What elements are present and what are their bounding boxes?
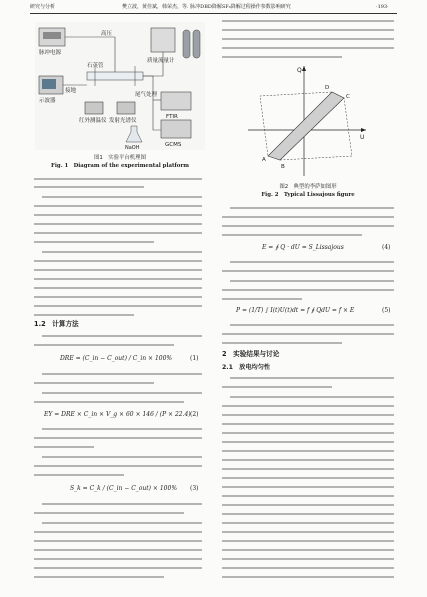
text-line [42,196,202,198]
text-line [230,396,394,398]
axis-q-label: Q [297,67,302,74]
text-line [34,401,184,403]
point-a-label: A [262,157,266,163]
text-line [222,405,394,407]
text-line [230,324,394,326]
lissajous-figure [240,62,370,180]
text-line [222,558,394,560]
text-line [222,342,342,344]
text-line [34,205,202,207]
text-line [222,386,332,388]
text-line [222,549,394,551]
text-line [222,423,394,425]
text-line [222,441,394,443]
figure-1-caption-en: Fig. 1 Diagram of the experimental platform [51,163,189,169]
equation-2-number: (2) [190,411,199,418]
equation-4-number: (4) [382,244,391,251]
text-line [34,474,124,476]
equation-3-number: (3) [190,485,199,492]
text-line [222,216,394,218]
label-ir-detector: 红外测温仪 [79,118,107,124]
text-line [34,178,202,180]
text-line [222,495,394,497]
text-line [222,225,394,227]
equation-4: E = ∮ Q · dU = S_Lissajous [262,244,344,251]
text-line [34,344,174,346]
text-line [34,549,202,551]
text-line [34,278,202,280]
text-line [34,305,202,307]
figure-1-caption-cn: 图1 实验平台机理图 [94,155,146,161]
text-line [34,540,202,542]
label-mfc: 质量流量计 [147,58,175,64]
text-line [34,531,202,533]
text-line [42,522,202,524]
text-line [34,465,202,467]
text-line [34,437,202,439]
text-line [42,251,202,253]
text-line [222,333,394,335]
text-line [222,576,394,578]
text-line [222,29,394,31]
text-line [222,20,394,22]
running-header-authors: 樊立波，黄佳斌，韩荣杰，等. 脉冲DBD降解SF₆降解过程操作参数影响研究 [122,4,291,10]
text-line [42,456,202,458]
figure-1 [35,22,205,150]
text-line [222,270,394,272]
text-line [42,335,202,337]
text-line [222,56,342,58]
text-line [222,298,302,300]
text-line [34,223,202,225]
equation-5-number: (5) [382,307,391,314]
point-c-label: C [346,94,350,100]
text-line [34,241,154,243]
point-d-label: D [325,85,330,91]
label-naoh: NaOH [125,145,140,150]
label-exhaust: 尾气处理 [135,92,158,98]
text-line [34,558,202,560]
text-line [34,382,154,384]
text-line [222,504,394,506]
figure-2-caption-en: Fig. 2 Typical Lissajous figure [261,192,355,198]
text-line [34,446,94,448]
text-line [222,38,394,40]
header-rule [30,13,397,14]
text-line [34,576,164,578]
text-line [222,522,394,524]
text-line [222,414,394,416]
text-line [230,377,394,379]
text-line [230,207,394,209]
equation-2: EY = DRE × C_in × V_g × 60 × 146 / (P × 22.4) [44,411,191,418]
axis-u-label: U [360,134,365,141]
section-2-heading: 2 实验结果与讨论 [222,350,280,358]
label-probe: 发射光谱仪 [109,118,137,124]
text-line [34,214,202,216]
text-line [34,567,202,569]
section-2-1-heading: 2.1 放电均匀性 [222,364,271,371]
text-line [42,428,202,430]
text-line [42,373,202,375]
text-line [34,296,202,298]
figure-2 [240,62,370,180]
text-line [222,486,394,488]
label-pulse-source: 脉冲电源 [39,50,62,56]
text-line [34,512,184,514]
text-line [222,289,394,291]
label-gcms: GCMS [165,142,182,148]
label-oscilloscope: 示波器 [39,98,56,104]
equation-1: DRE = (C_in − C_out) / C_in × 100% [60,355,173,362]
text-line [222,432,394,434]
text-line [34,186,144,188]
text-line [42,392,202,394]
text-line [222,234,362,236]
equation-5: P = (1/T) ∫ I(t)U(t)dt = f ∮ QdU = f × E [236,307,355,314]
label-high-voltage: 高压 [101,31,113,37]
point-b-label: B [281,164,285,170]
text-line [222,47,394,49]
text-line [222,513,394,515]
section-1-2-heading: 1.2 计算方法 [34,320,79,328]
equation-1-number: (1) [190,355,199,362]
page-number: ·193· [376,4,389,10]
label-ground: 接地 [65,88,77,94]
text-line [222,468,394,470]
text-line [34,287,202,289]
figure-2-caption-cn: 图2 典型的李萨如图形 [279,184,337,190]
text-line [222,450,394,452]
text-line [222,459,394,461]
text-line [230,261,394,263]
text-line [34,314,134,316]
text-line [42,503,202,505]
text-line [34,232,202,234]
text-line [222,477,394,479]
text-line [222,540,394,542]
text-line [34,269,202,271]
text-line [34,260,202,262]
text-line [230,280,394,282]
text-line [222,567,394,569]
experimental-platform-diagram [35,22,205,150]
label-quartz-tube: 石英管 [87,63,104,69]
text-line [222,531,394,533]
label-ftir: FTIR [166,114,178,120]
equation-3: S_k = C_k / (C_in − C_out) × 100% [70,485,178,492]
running-header-journal: 研究与分析 [30,4,56,10]
